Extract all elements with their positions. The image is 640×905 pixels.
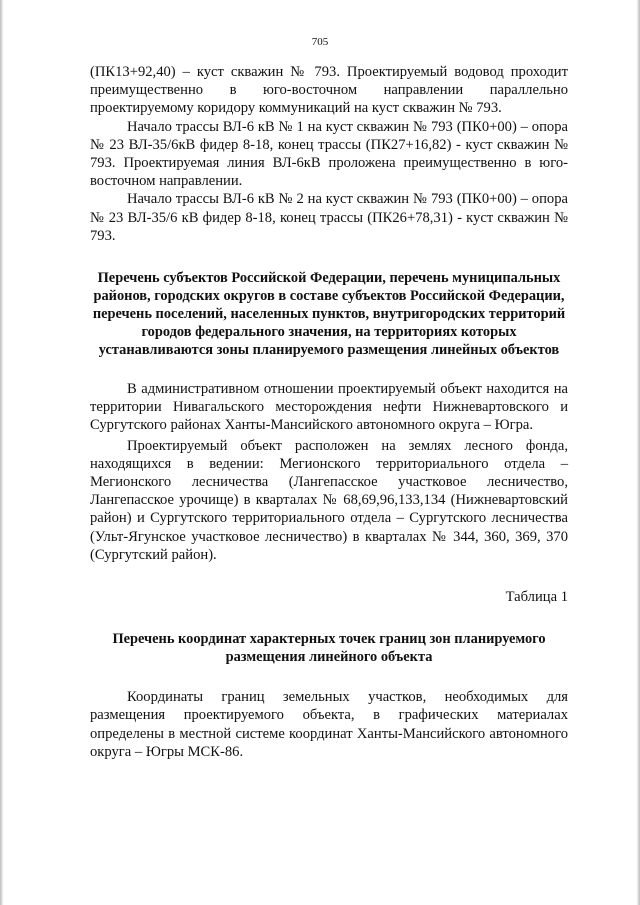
page-number: 705 [311,36,329,48]
paragraph-forest-lands: Проектируемый объект расположен на землях лесного фонда, находящихся в ведении: Мегионского территориального отдела – Мегионского лесничества (Лангепасское участковое лесничество, Лангепасское урочище) в кварталах № 68,69,96,133,134 (Нижневартовский район) и Сургутского территориального отдела – Сургутского лесничества (Ульт-Ягунское участковое лесничество) в кварталах № 344, 360, 369, 370 (Сургутский район). [90,437,568,563]
paragraph-coordinates-system: Координаты границ земельных участков, необходимых для размещения проектируемого объекта, в графических материалах определены в местной системе координат Ханты-Мансийского автономного округа – Югры МСК-86. [90,689,568,760]
paragraph-administrative-location: В административном отношении проектируемый объект находится на территории Нивагальского месторождения нефти Нижневартовского и Сургутского районах Ханты-Мансийского автономного округа – Югра. [90,381,568,434]
paragraph-vl6-line-2: Начало трассы ВЛ-6 кВ № 2 на куст скважин № 793 (ПК0+00) – опора № 23 ВЛ-35/6 кВ фидер 8-18, конец трассы (ПК26+78,31) - куст скважин № 793. [90,191,568,244]
section-heading-territories: Перечень субъектов Российской Федерации, перечень муниципальных районов, городских округов в составе субъектов Российской Федерации, перечень поселений, населенных пунктов, внутригородских территорий городов федерального значения, на территориях которых устанавливаются зоны планируемого размещения линейных объектов [92,270,566,359]
scan-edge-left [0,0,3,905]
table-label: Таблица 1 [505,589,568,606]
paragraph-vl6-line-1: Начало трассы ВЛ-6 кВ № 1 на куст скважин № 793 (ПК0+00) – опора № 23 ВЛ-35/6кВ фидер 8-18, конец трассы (ПК27+16,82) - куст скважин № 793. Проектируемая линия ВЛ-6кВ проложена преимущественно в юго-восточном направлении. [90,118,568,190]
document-body [90,63,568,761]
section-heading-coordinates: Перечень координат характерных точек границ зон планируемого размещения линейного объекта [112,631,546,666]
paragraph-waterline: (ПК13+92,40) – куст скважин № 793. Проектируемый водовод проходит преимущественно в юго-восточном направлении параллельно проектируемому коридору коммуникаций на куст скважин № 793. [90,64,568,117]
